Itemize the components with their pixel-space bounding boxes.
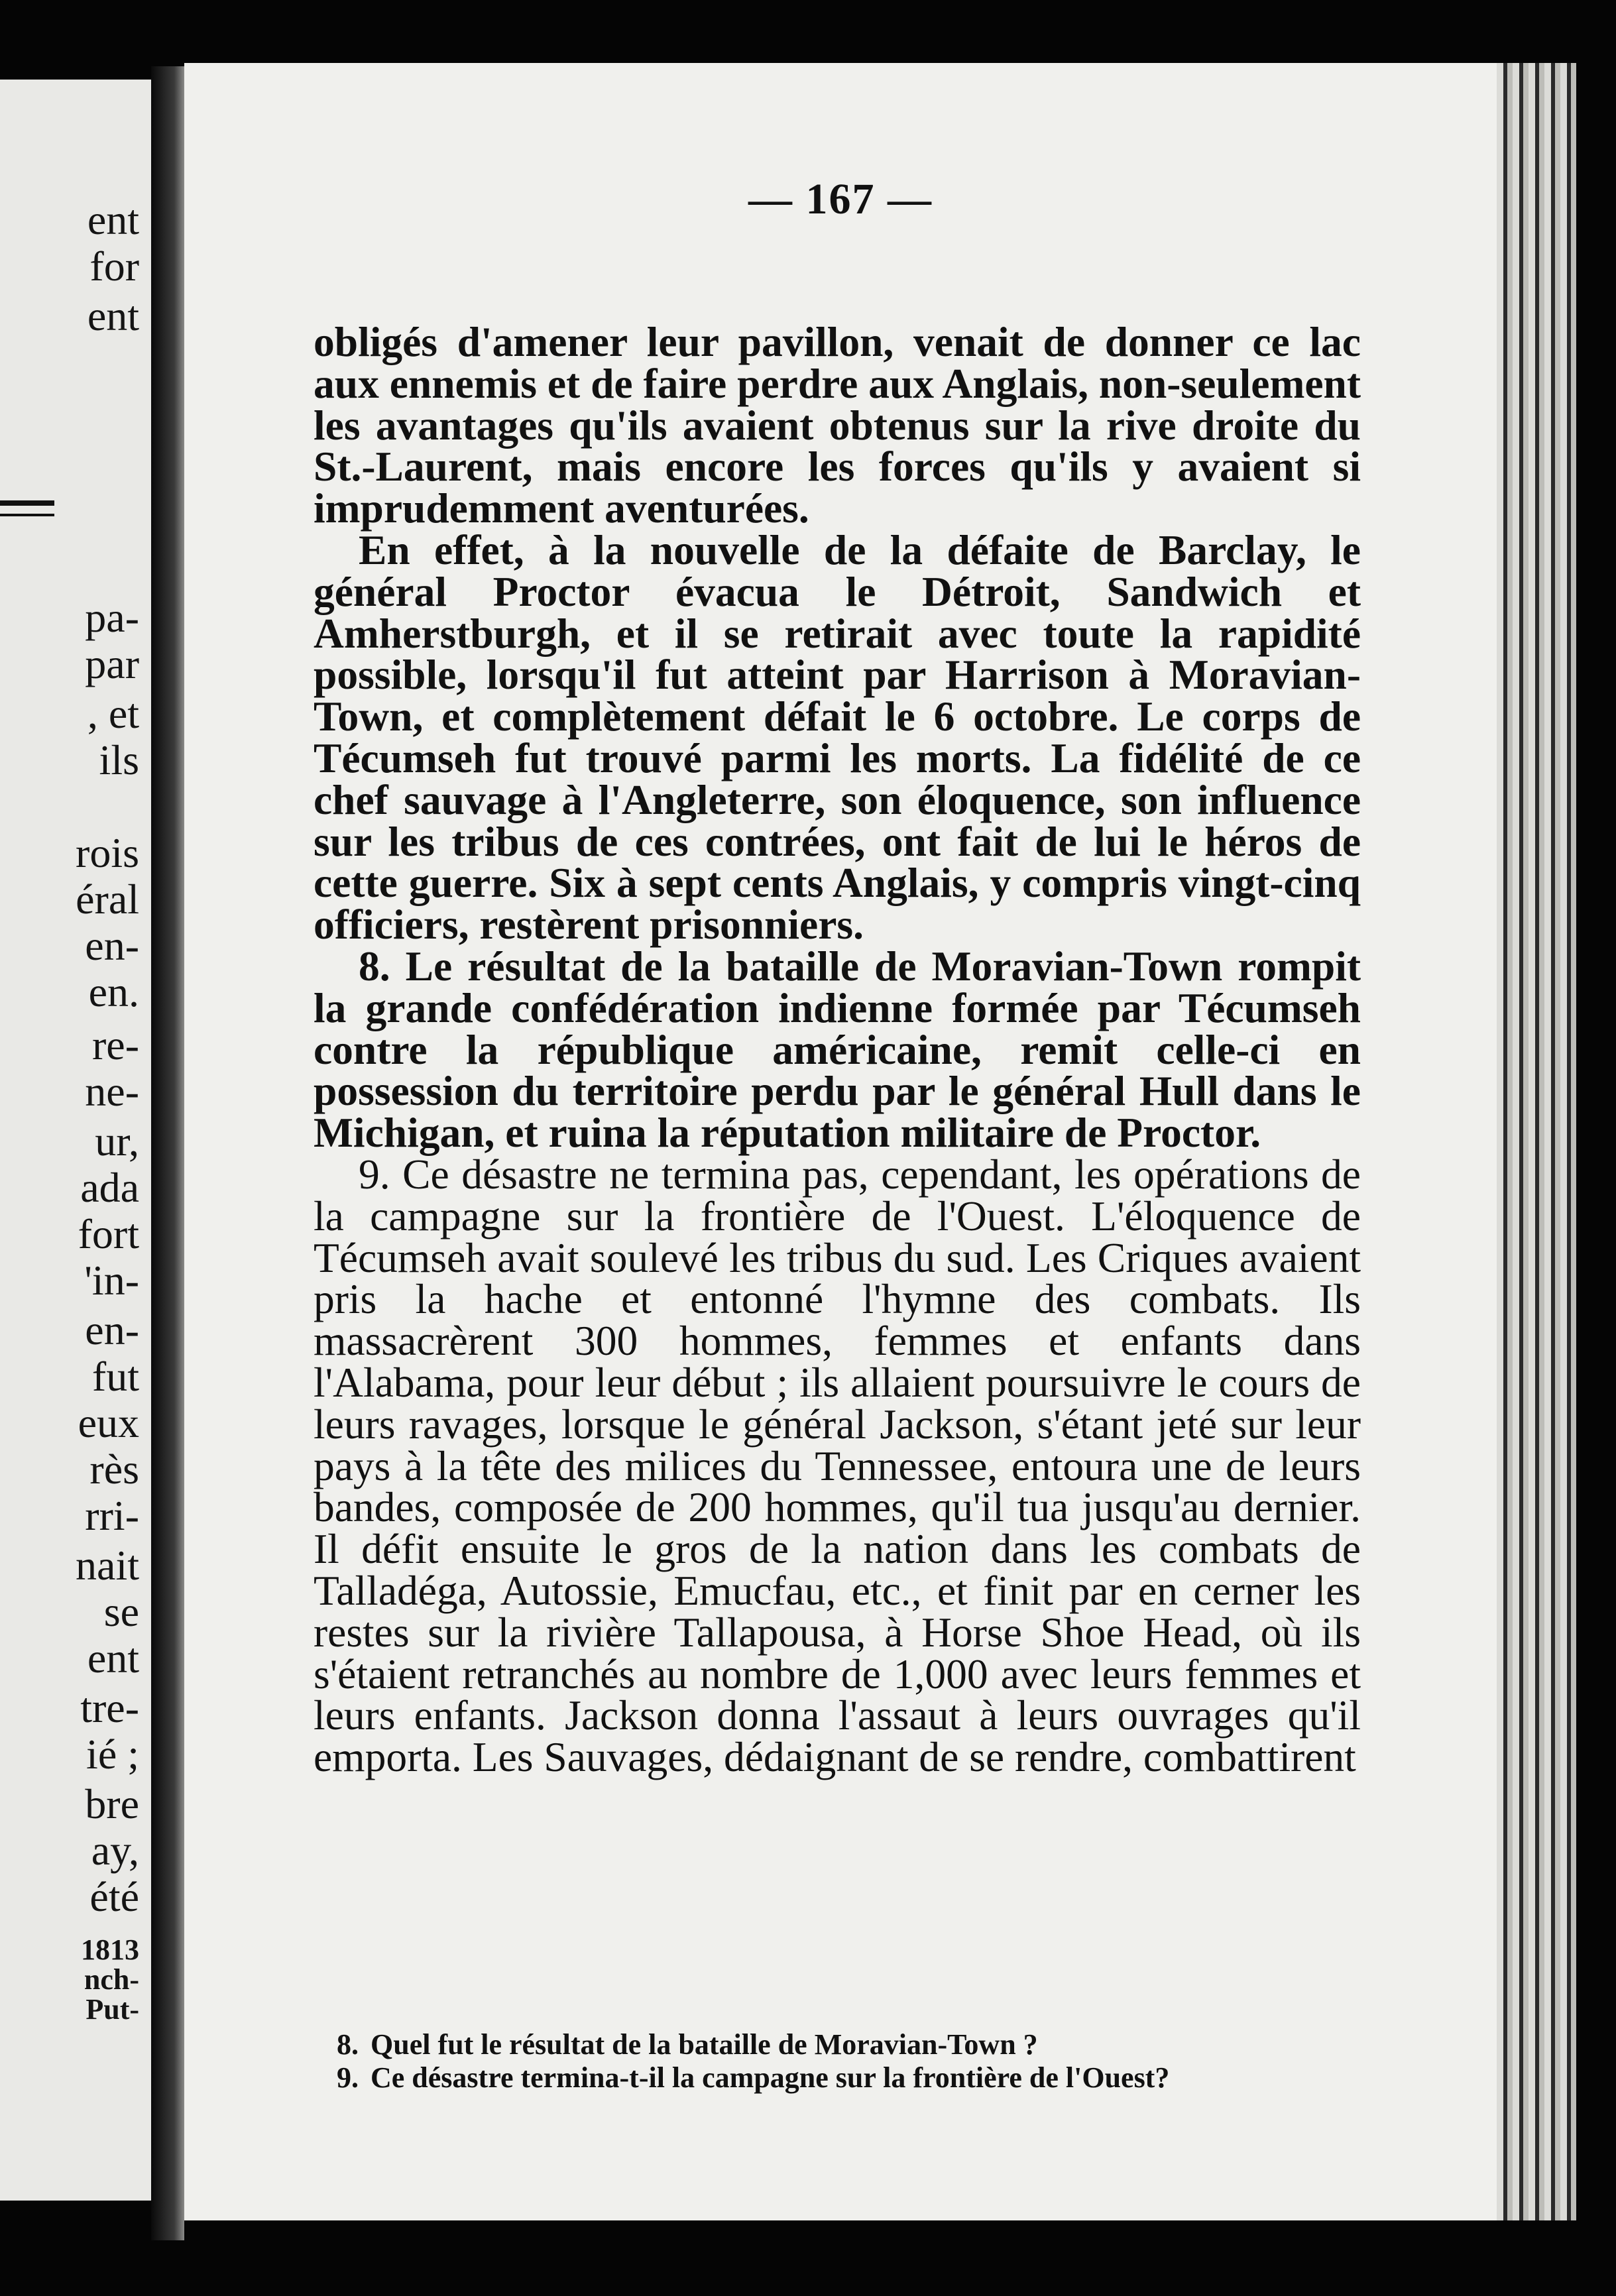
facing-page-text-fragment: fort [78,1210,139,1257]
facing-page-text-fragment: éral [76,876,139,923]
facing-page-text-fragment: ié ; [86,1731,139,1778]
facing-page-text-fragment: nait [76,1542,139,1589]
facing-page-text-fragment: tre- [80,1684,139,1731]
facing-page-text-fragment: 'in- [84,1257,139,1304]
paragraph: 8. Le résultat de la bataille de Moravian-Town rompit la grande confédération indienne formée par Técumseh contre la république américaine, remit celle-ci en possession du territoire perdu par le général Hull dans le Michigan, et ruina la réputation militaire de Proctor. [314,942,1361,1157]
facing-page-text-fragment: ur, [95,1118,139,1165]
facing-page-text-fragment: fut [91,1353,139,1400]
facing-page-text-fragment: rès [89,1446,139,1493]
facing-page-footer-fragment: nch- [84,1963,139,1996]
question-number: 8. [337,2028,359,2061]
paragraph: obligés d'amener leur pavillon, venait de donner ce lac aux ennemis et de faire perdre aux Anglais, non-seulement les avantages qu'ils avaient obtenus sur la rive droite du St.-Laurent, mais encore les forces qu'ils y avaient si imprudemment aventurées. [314,318,1361,532]
facing-page-text-fragment: en- [85,1306,139,1353]
facing-page-text-fragment: ent [87,1635,139,1682]
facing-page-text-fragment: été [89,1873,139,1920]
body-text [314,318,1361,1781]
facing-page-text-fragment: en- [85,922,139,969]
facing-page-text-fragment: ay, [91,1827,139,1874]
question-text: Ce désastre termina-t-il la campagne sur la frontière de l'Ouest? [371,2061,1170,2094]
facing-page-text-fragment: ne- [85,1068,139,1115]
facing-page-text-fragment: se [103,1588,139,1635]
facing-page-text-fragment: re- [91,1021,139,1068]
facing-page-text-fragment: for [89,243,139,290]
facing-page-text-fragment: en. [88,968,139,1015]
book-page [184,63,1497,2220]
question [337,2061,1371,2095]
facing-page-text-fragment: ils [99,736,139,783]
facing-page-fragment [0,80,151,2201]
book-gutter [151,66,184,2240]
facing-page-rule [0,514,54,516]
review-questions [337,2028,1371,2095]
paragraph: 9. Ce désastre ne termina pas, cependant, les opérations de la campagne sur la frontière de l'Ouest. L'éloquence de Técumseh avait soulevé les tribus du sud. Les Criques avaient pris la hache et entonné l'hymne des combats. Ils massacrèrent 300 hommes, femmes et enfants dans l'Alabama, pour leur début ; ils allaient poursuivre le cours de leurs ravages, lorsque le général Jackson, s'étant jeté sur leur pays à la tête des milices du Tennessee, entoura une de leurs bandes, composée de 200 hommes, qu'il tua jusqu'au dernier. Il défit ensuite le gros de la nation dans les combats de Talladéga, Autossie, Emucfau, etc., et finit par en cerner les restes sur la rivière Tallapousa, à Horse Shoe Head, où ils s'étaient retranchés au nombre de 1,000 avec leurs femmes et leurs enfants. Jackson donna l'assaut à leurs ouvrages qu'il emporta. Les Sauvages, dédaignant de se rendre, combattirent [314,1150,1361,1781]
paragraph: En effet, à la nouvelle de la défaite de Barclay, le général Proctor évacua le Détroit, Sandwich et Amherstburgh, et il se retirait avec toute la rapidité possible, lorsqu'il fut atteint par Harrison à Moravian-Town, et complètement défait le 6 octobre. Le corps de Técumseh fut trouvé parmi les morts. La fidélité de ce chef sauvage à l'Angleterre, son éloquence, son influence sur les tribus de ces contrées, ont fait de lui le héros de cette guerre. Six à sept cents Anglais, y compris vingt-cinq officiers, restèrent prisonniers. [314,526,1361,948]
facing-page-text-fragment: eux [78,1399,139,1446]
facing-page-text-fragment: ada [80,1164,139,1211]
facing-page-text-fragment: par [85,640,139,687]
facing-page-text-fragment: bre [85,1780,139,1827]
facing-page-text-fragment: rois [76,829,139,876]
facing-page-text-fragment: ent [87,196,139,243]
facing-page-text-fragment: , et [87,690,139,737]
question-text: Quel fut le résultat de la bataille de Moravian-Town ? [371,2028,1038,2061]
question-number: 9. [337,2061,359,2094]
page-number: — 167 — [748,175,933,223]
facing-page-text-fragment: pa- [85,594,139,641]
page-edges [1497,63,1576,2220]
facing-page-text-fragment: rri- [85,1492,139,1539]
question [337,2028,1371,2061]
facing-page-footer-fragment: 1813 [81,1933,139,1966]
facing-page-text-fragment: ent [87,292,139,339]
facing-page-footer-fragment: Put- [86,1993,139,2026]
facing-page-rule [0,500,54,506]
